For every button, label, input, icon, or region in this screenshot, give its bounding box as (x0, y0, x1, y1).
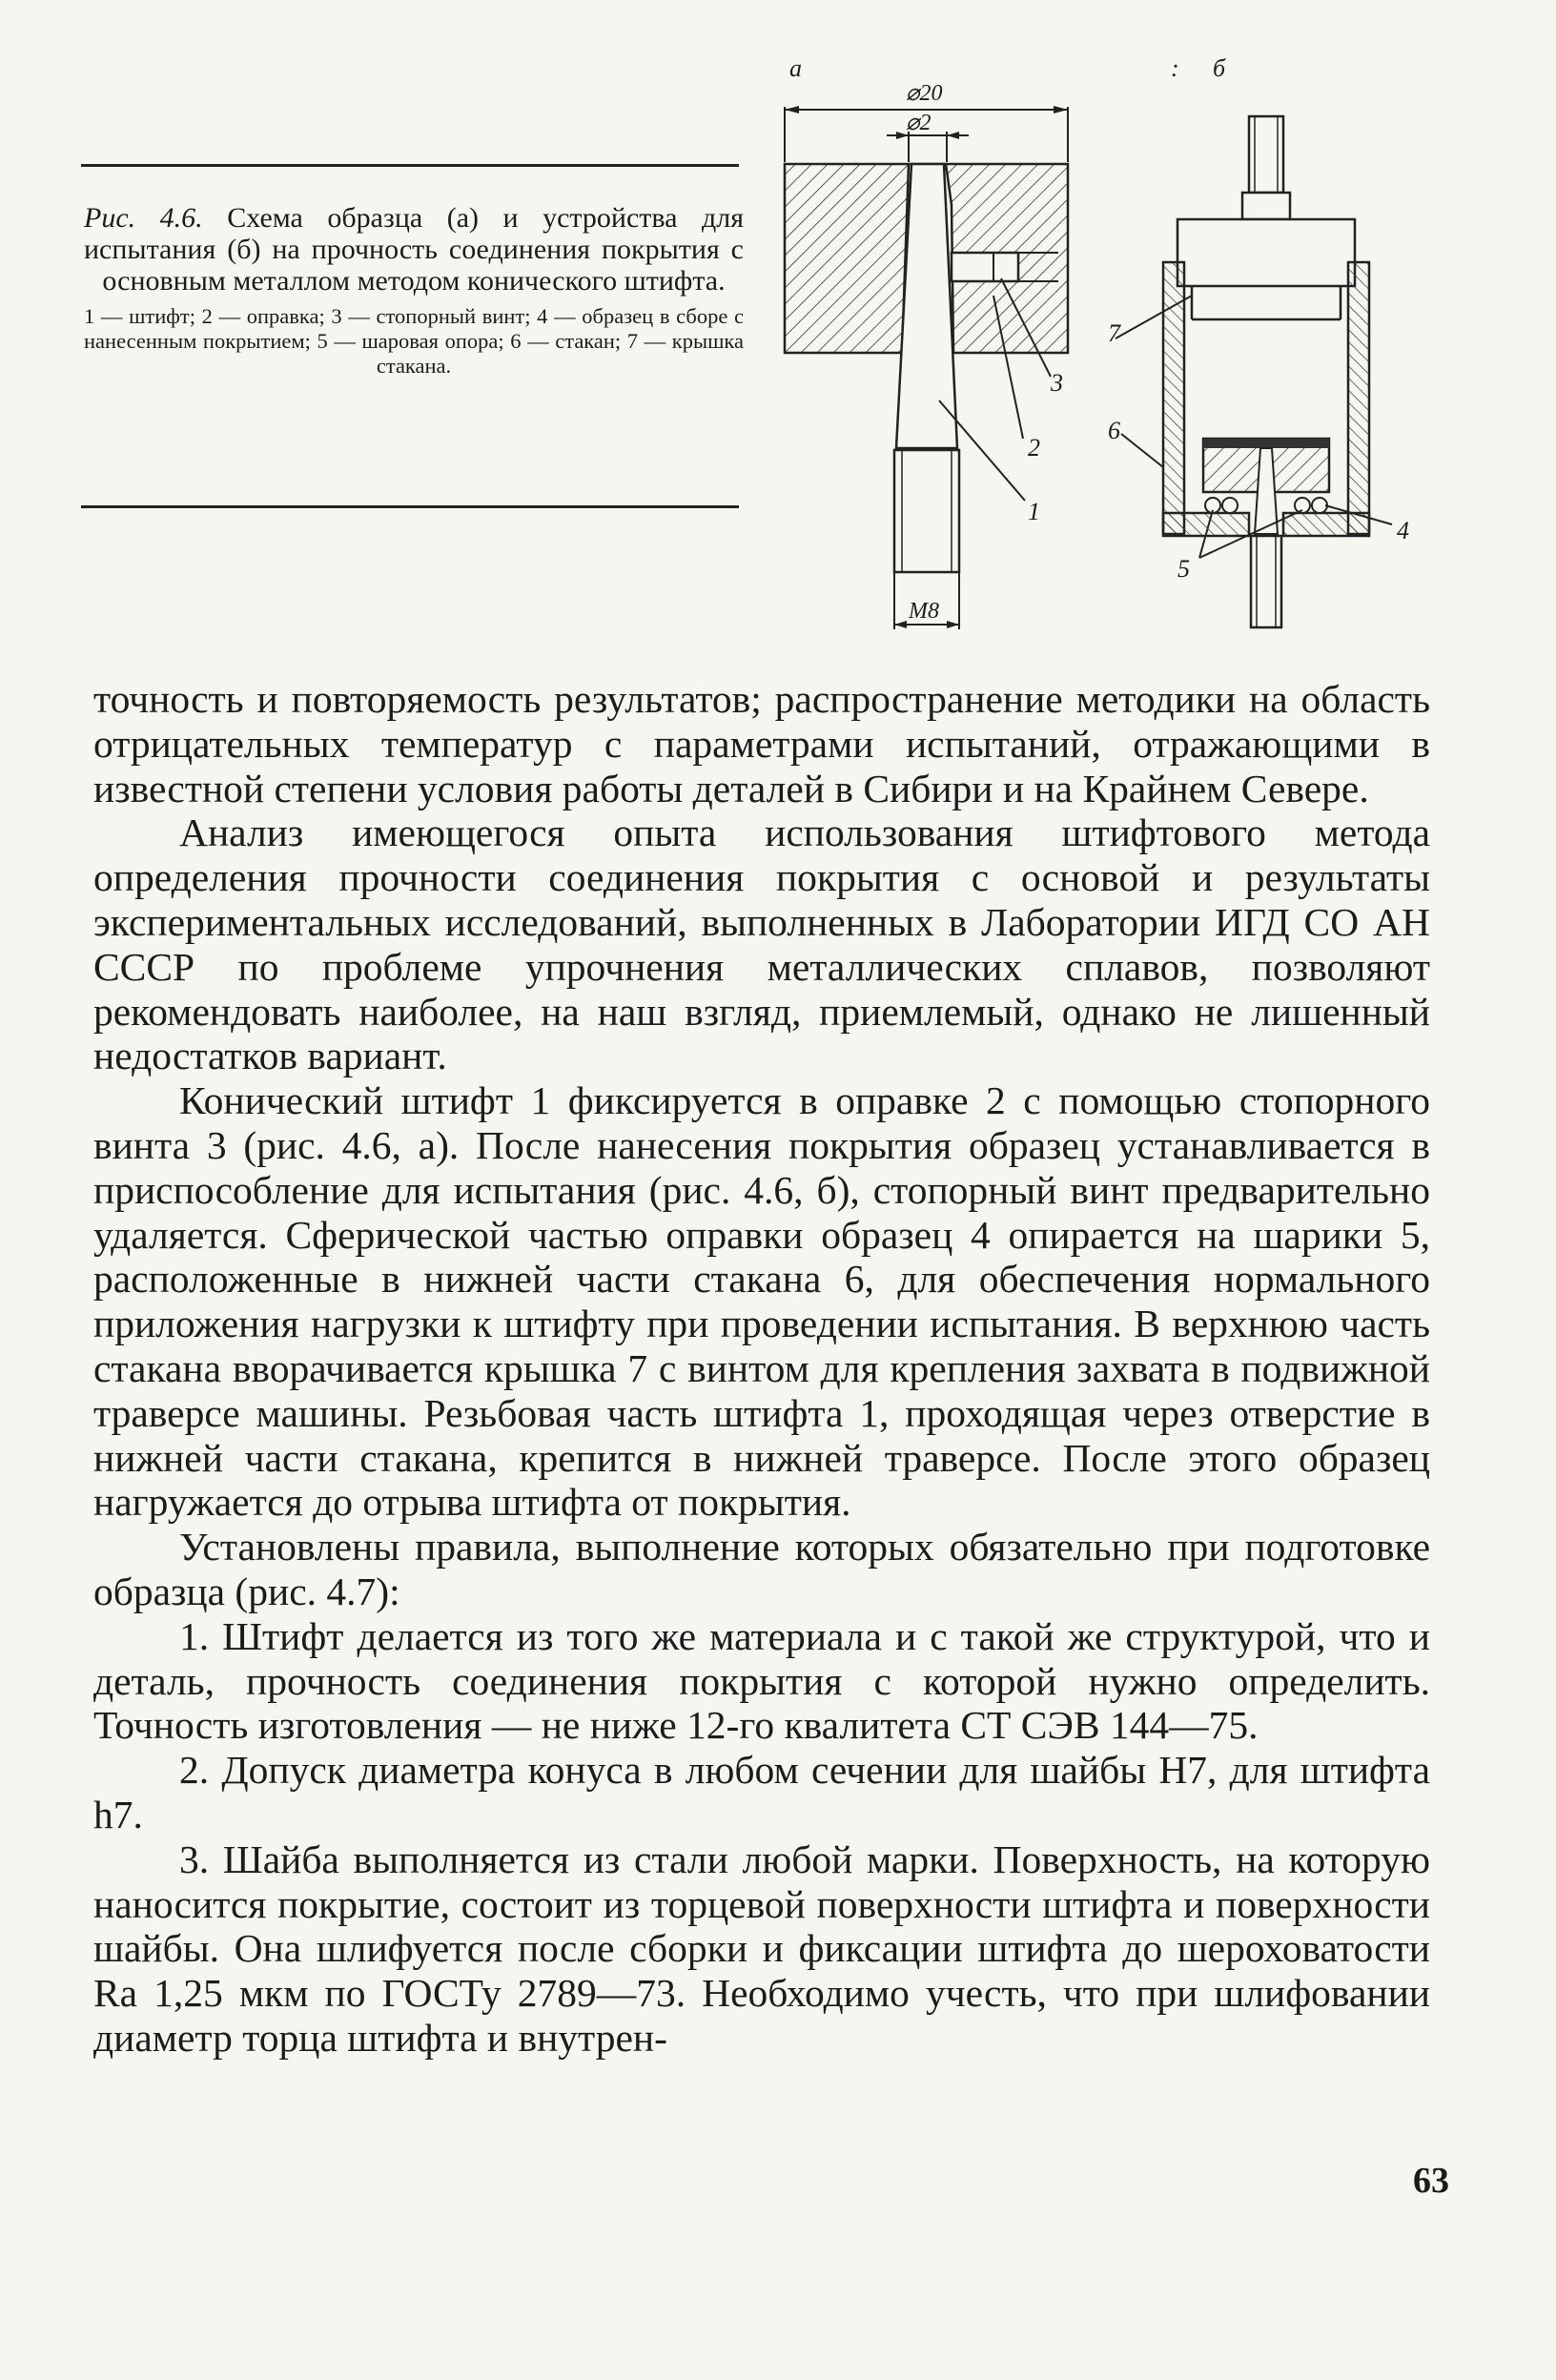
callout-4: 4 (1397, 517, 1409, 544)
panel-a-label: а (789, 57, 802, 82)
caption-bottom-rule (81, 505, 739, 508)
dim-outer-label: ⌀20 (906, 81, 943, 106)
lid-part-7 (1177, 219, 1355, 319)
technical-drawing (772, 57, 1497, 667)
dimension-inner (887, 111, 969, 162)
dim-thread-label: М8 (909, 599, 939, 624)
callout-3: 3 (1051, 369, 1063, 397)
callout-1: 1 (1028, 498, 1040, 525)
dimension-thread (894, 572, 959, 629)
caption-top-rule (81, 164, 739, 167)
caption-legend: 1 — штифт; 2 — оправка; 3 — стопорный винт; 4 — образец в сборе с нанесенным покрытием; 5 — шаровая опора; 6 — стакан; 7 — крышка стакана. (84, 304, 744, 378)
panel-b-label-dot: : (1171, 57, 1179, 82)
paragraph-3: Конический штифт 1 фиксируется в оправке 2 с помощью стопорного винта 3 (рис. 4.6, а). После нанесения покрытия образец устанавливается в приспособление для испытания (рис. 4.6, б), стопорный винт предварительно удаляется. Сферической частью оправки образец 4 опирается на шарики 5, расположенные в нижней части стакана 6, для обеспечения нормального приложения нагрузки к штифту при проведении испытания. В верхнюю часть стакана вворачивается крышка 7 с винтом для крепления захвата в подвижной траверсе машины. Резьбовая часть штифта 1, проходящая через отверстие в нижней части стакана, крепится в нижней траверсе. После этого образец нагружается до отрыва штифта от покрытия. (93, 1078, 1430, 1525)
body-text (93, 677, 1430, 2061)
caption-label: Рис. 4.6. (84, 202, 203, 234)
dim-inner-label: ⌀2 (906, 111, 932, 135)
paragraph-1: точность и повторяемость результатов; распространение методики на область отрицательных температур с параметрами испытаний, отражающими в известной степени условия работы деталей в Сибири и на Крайнем Севере. (93, 677, 1430, 810)
paragraph-2: Анализ имеющегося опыта использования штифтового метода определения прочности соединения покрытия с основой и результаты экспериментальных исследований, выполненных в Лаборатории ИГД СО АН СССР по проблеме упрочнения металлических сплавов, позволяют рекомендовать наиболее, на наш взгляд, приемлемый, однако не лишенный недостатков вариант. (93, 810, 1430, 1078)
rule-item-2: 2. Допуск диаметра конуса в любом сечении для шайбы Н7, для штифта h7. (93, 1748, 1430, 1836)
callout-7: 7 (1108, 319, 1120, 347)
rule-item-3: 3. Шайба выполняется из стали любой марки. Поверхность, на которую наносится покрытие, состоит из торцевой поверхности штифта и поверхности шайбы. Она шлифуется после сборки и фиксации штифта до шероховатости Ra 1,25 мкм по ГОСТу 2789—73. Необходимо учесть, что при шлифовании диаметр торца штифта и внутрен- (93, 1836, 1430, 2060)
lid-screw (1242, 116, 1290, 219)
caption-text: Схема образца (а) и устройства для испытания (б) на прочность соединения покрытия с основным металлом методом конического штифта. (84, 202, 745, 297)
callout-2: 2 (1028, 434, 1040, 462)
caption-main (84, 202, 744, 297)
callout-5: 5 (1177, 555, 1190, 583)
callout-6: 6 (1108, 417, 1120, 444)
page-number: 63 (1413, 2161, 1449, 2201)
paragraph-4: Установлены правила, выполнение которых обязательно при подготовке образца (рис. 4.7): (93, 1525, 1430, 1613)
figure-caption (84, 202, 744, 379)
drawing-svg (772, 57, 1497, 667)
lower-pin-thread (1251, 536, 1281, 627)
rule-item-1: 1. Штифт делается из того же материала и с такой же структурой, что и деталь, прочность соединения покрытия с которой нужно определить. Точность изготовления — не ниже 12-го квалитета СТ СЭВ 144—75. (93, 1613, 1430, 1748)
panel-b-label: б (1213, 57, 1226, 82)
